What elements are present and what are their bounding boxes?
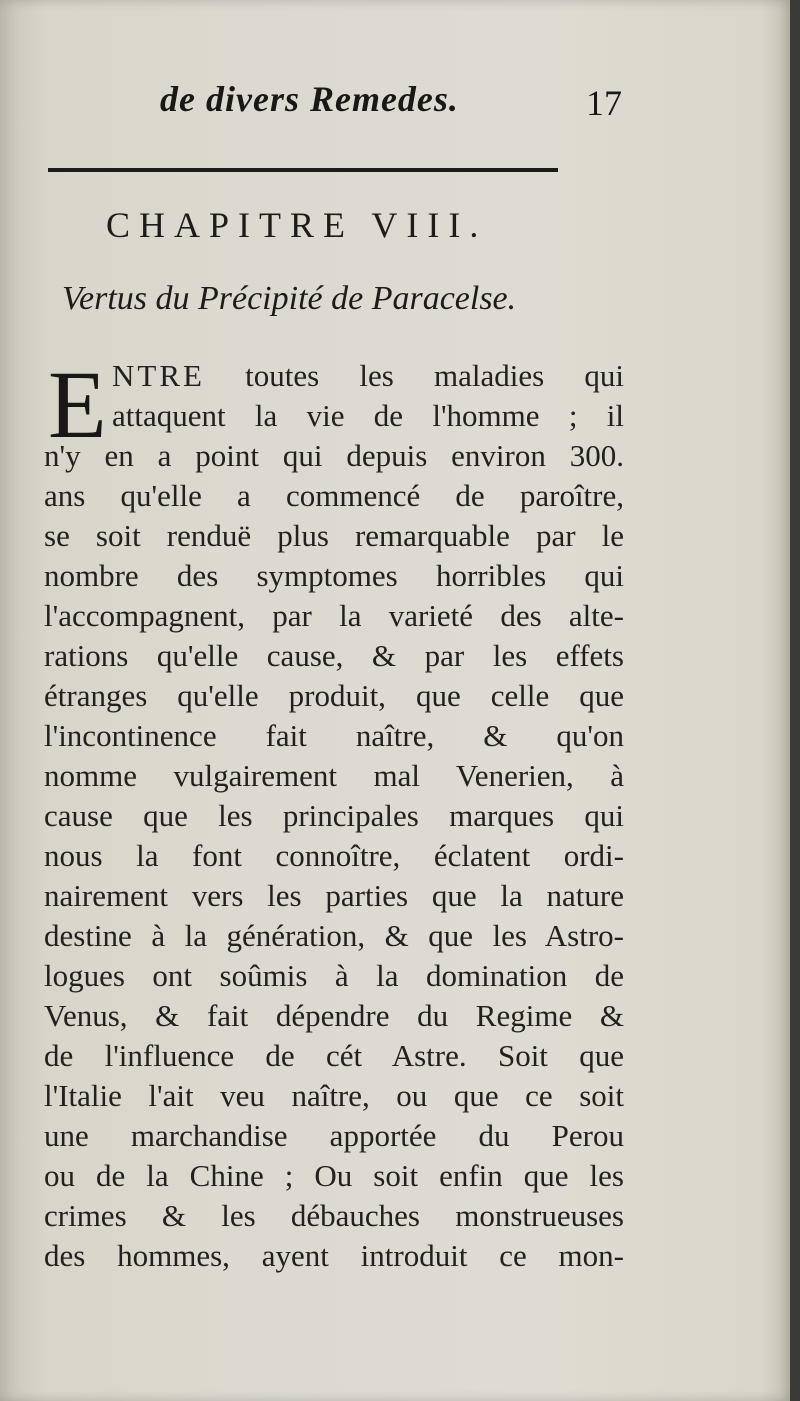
text-line: l'incontinence fait naître, & qu'on (44, 718, 624, 753)
running-title: de divers Remedes. (160, 79, 459, 119)
text-line: crimes & les débauches monstrueuses (44, 1198, 624, 1233)
first-word-small-caps: NTRE (112, 358, 205, 393)
text-line: nairement vers les parties que la nature (44, 878, 624, 913)
text-line: de l'influence de cét Astre. Soit que (44, 1038, 624, 1073)
drop-cap: E (48, 351, 107, 458)
chapter-title: CHAPITRE VIII. (106, 205, 488, 245)
page-number: 17 (586, 83, 622, 123)
chapter-subtitle: Vertus du Précipité de Paracelse. (62, 280, 517, 317)
text-line: nous la font connoître, éclatent ordi- (44, 838, 624, 873)
text-line: des hommes, ayent introduit ce mon- (44, 1238, 624, 1273)
text-line: n'y en a point qui depuis environ 300. (44, 438, 624, 473)
text-line: l'Italie l'ait veu naître, ou que ce soit (44, 1078, 624, 1113)
text-line: ou de la Chine ; Ou soit enfin que les (44, 1158, 624, 1193)
text-line: cause que les principales marques qui (44, 798, 624, 833)
body-text (44, 351, 624, 1276)
text-line: nombre des symptomes horribles qui (44, 558, 624, 593)
text-line: destine à la génération, & que les Astro- (44, 918, 624, 953)
text-line: l'accompagnent, par la varieté des alte- (44, 598, 624, 633)
text-line: rations qu'elle cause, & par les effets (44, 638, 624, 673)
text-line: étranges qu'elle produit, que celle que (44, 678, 624, 713)
text-line: se soit renduë plus remarquable par le (44, 518, 624, 553)
text-line: logues ont soûmis à la domination de (44, 958, 624, 993)
text-line: nomme vulgairement mal Venerien, à (44, 758, 624, 793)
text-line-rest: toutes les maladies qui (204, 358, 624, 393)
header-rule (48, 168, 558, 172)
text-line: Venus, & fait dépendre du Regime & (44, 998, 624, 1033)
text-line (112, 356, 624, 396)
text-line: une marchandise apportée du Perou (44, 1118, 624, 1153)
text-line: attaquent la vie de l'homme ; il (112, 398, 624, 433)
text-line: ans qu'elle a commencé de paroître, (44, 478, 624, 513)
